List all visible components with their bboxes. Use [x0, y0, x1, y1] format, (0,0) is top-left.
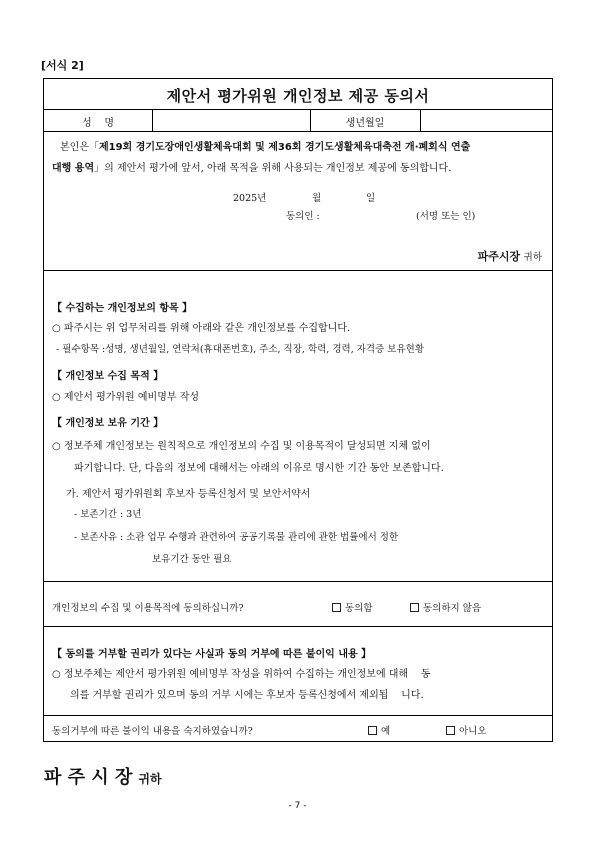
page-number: - 7 -: [288, 801, 307, 811]
q2-no-checkbox[interactable]: [446, 726, 455, 735]
refusal-heading: 【 동의를 거부할 권리가 있다는 사실과 동의 거부에 따른 불이익 내용 】: [52, 649, 372, 660]
consent-suffix: 」의 제안서 평가에 앞서, 아래 목적을 위해 사용되는 개인정보 제공에 동의합니다.: [94, 163, 452, 174]
divider: [420, 109, 421, 131]
consent-form: [43, 78, 553, 742]
refusal-line-1: ○ 정보주체는 제안서 평가위원 예비명부 작성을 위하여 수집하는 개인정보에 대해 동: [52, 669, 431, 680]
q1-agree-checkbox[interactable]: [332, 603, 341, 612]
birth-field[interactable]: [422, 111, 550, 129]
date-day: 일: [366, 193, 376, 204]
retention-line-3: 가. 제안서 평가위원회 후보자 등록신청서 및 보안서약서: [66, 489, 311, 500]
q2-no-option[interactable]: [446, 723, 487, 737]
consent-prefix: 본인은「: [60, 142, 99, 153]
q1-disagree-checkbox[interactable]: [410, 603, 419, 612]
q1-agree-option[interactable]: [332, 600, 373, 614]
signer-label: 동의인 :: [286, 211, 320, 222]
items-line-2: - 필수항목 :성명, 생년월일, 연락처(휴대폰번호), 주소, 직장, 학력, 경력, 자격증 보유현황: [56, 344, 425, 355]
q2-yes-label: 예: [381, 726, 391, 737]
q1-agree-label: 동의함: [345, 603, 373, 614]
question-1-text: 개인정보의 수집 및 이용목적에 동의하십니까?: [52, 603, 244, 614]
items-line-1: ○ 파주시는 위 업무처리를 위해 아래와 같은 개인정보를 수집합니다.: [52, 323, 351, 334]
retention-line-4: - 보존기간 : 3년: [74, 509, 142, 520]
project-name-1: 제19회 경기도장애인생활체육대회 및 제36회 경기도생활체육대축전 개·폐회식 연출: [98, 142, 471, 153]
retention-line-1: ○ 정보주체 개인정보는 원칙적으로 개인정보의 수집 및 이용목적이 달성되면 지체 없이: [52, 441, 431, 452]
consent-line-1: [60, 137, 470, 158]
divider: [44, 270, 552, 271]
date-year: 2025년: [233, 193, 267, 204]
footer-signature-suffix: 귀하: [138, 772, 162, 786]
q2-yes-option[interactable]: [368, 723, 390, 737]
question-2-text: 동의거부에 따른 불이익 내용을 숙지하였습니까?: [52, 726, 253, 737]
refusal-line-2: 의를 거부할 권리가 있으며 동의 거부 시에는 후보자 등록신청에서 제외됩 니다.: [70, 690, 424, 701]
divider: [44, 109, 552, 110]
purpose-heading: 【 개인정보 수집 목적 】: [52, 371, 164, 382]
birth-label: 생년월일: [345, 118, 385, 129]
date-month: 월: [312, 193, 322, 204]
q2-no-label: 아니오: [459, 726, 487, 737]
q2-yes-checkbox[interactable]: [368, 726, 377, 735]
divider: [44, 131, 552, 132]
items-heading: 【 수집하는 개인정보의 항목 】: [52, 303, 193, 314]
signer-field[interactable]: [334, 205, 412, 221]
recipient-line: [478, 248, 542, 264]
divider: [44, 715, 552, 716]
form-number-label: [서식 2]: [41, 59, 84, 72]
recipient-suffix: 귀하: [523, 252, 542, 263]
recipient-name: 파주시장: [477, 250, 521, 263]
name-label: 성 명: [81, 118, 115, 129]
name-field[interactable]: [154, 111, 308, 129]
retention-line-5: - 보존사유 : 소관 업무 수행과 관련하여 공공기록물 관리에 관한 법률에서 정한: [74, 532, 399, 543]
divider: [152, 109, 153, 131]
footer-signature: [44, 763, 162, 789]
consent-line-2: [52, 158, 451, 179]
divider: [44, 581, 552, 582]
divider: [44, 626, 552, 627]
project-name-2: 대행 용역: [52, 163, 95, 174]
retention-line-6: 보유기간 동안 필요: [152, 554, 232, 565]
purpose-line-1: ○ 제안서 평가위원 예비명부 작성: [52, 392, 200, 403]
q1-disagree-label: 동의하지 않음: [423, 603, 482, 614]
retention-heading: 【 개인정보 보유 기간 】: [52, 418, 164, 429]
q1-disagree-option[interactable]: [410, 600, 481, 614]
sign-hint: (서명 또는 인): [416, 211, 476, 222]
form-title: 제안서 평가위원 개인정보 제공 동의서: [166, 87, 430, 105]
retention-line-2: 파기합니다. 단, 다음의 정보에 대해서는 아래의 이유로 명시한 기간 동안 보존합니다.: [74, 463, 444, 474]
footer-signature-name: 파 주 시 장: [44, 767, 133, 788]
